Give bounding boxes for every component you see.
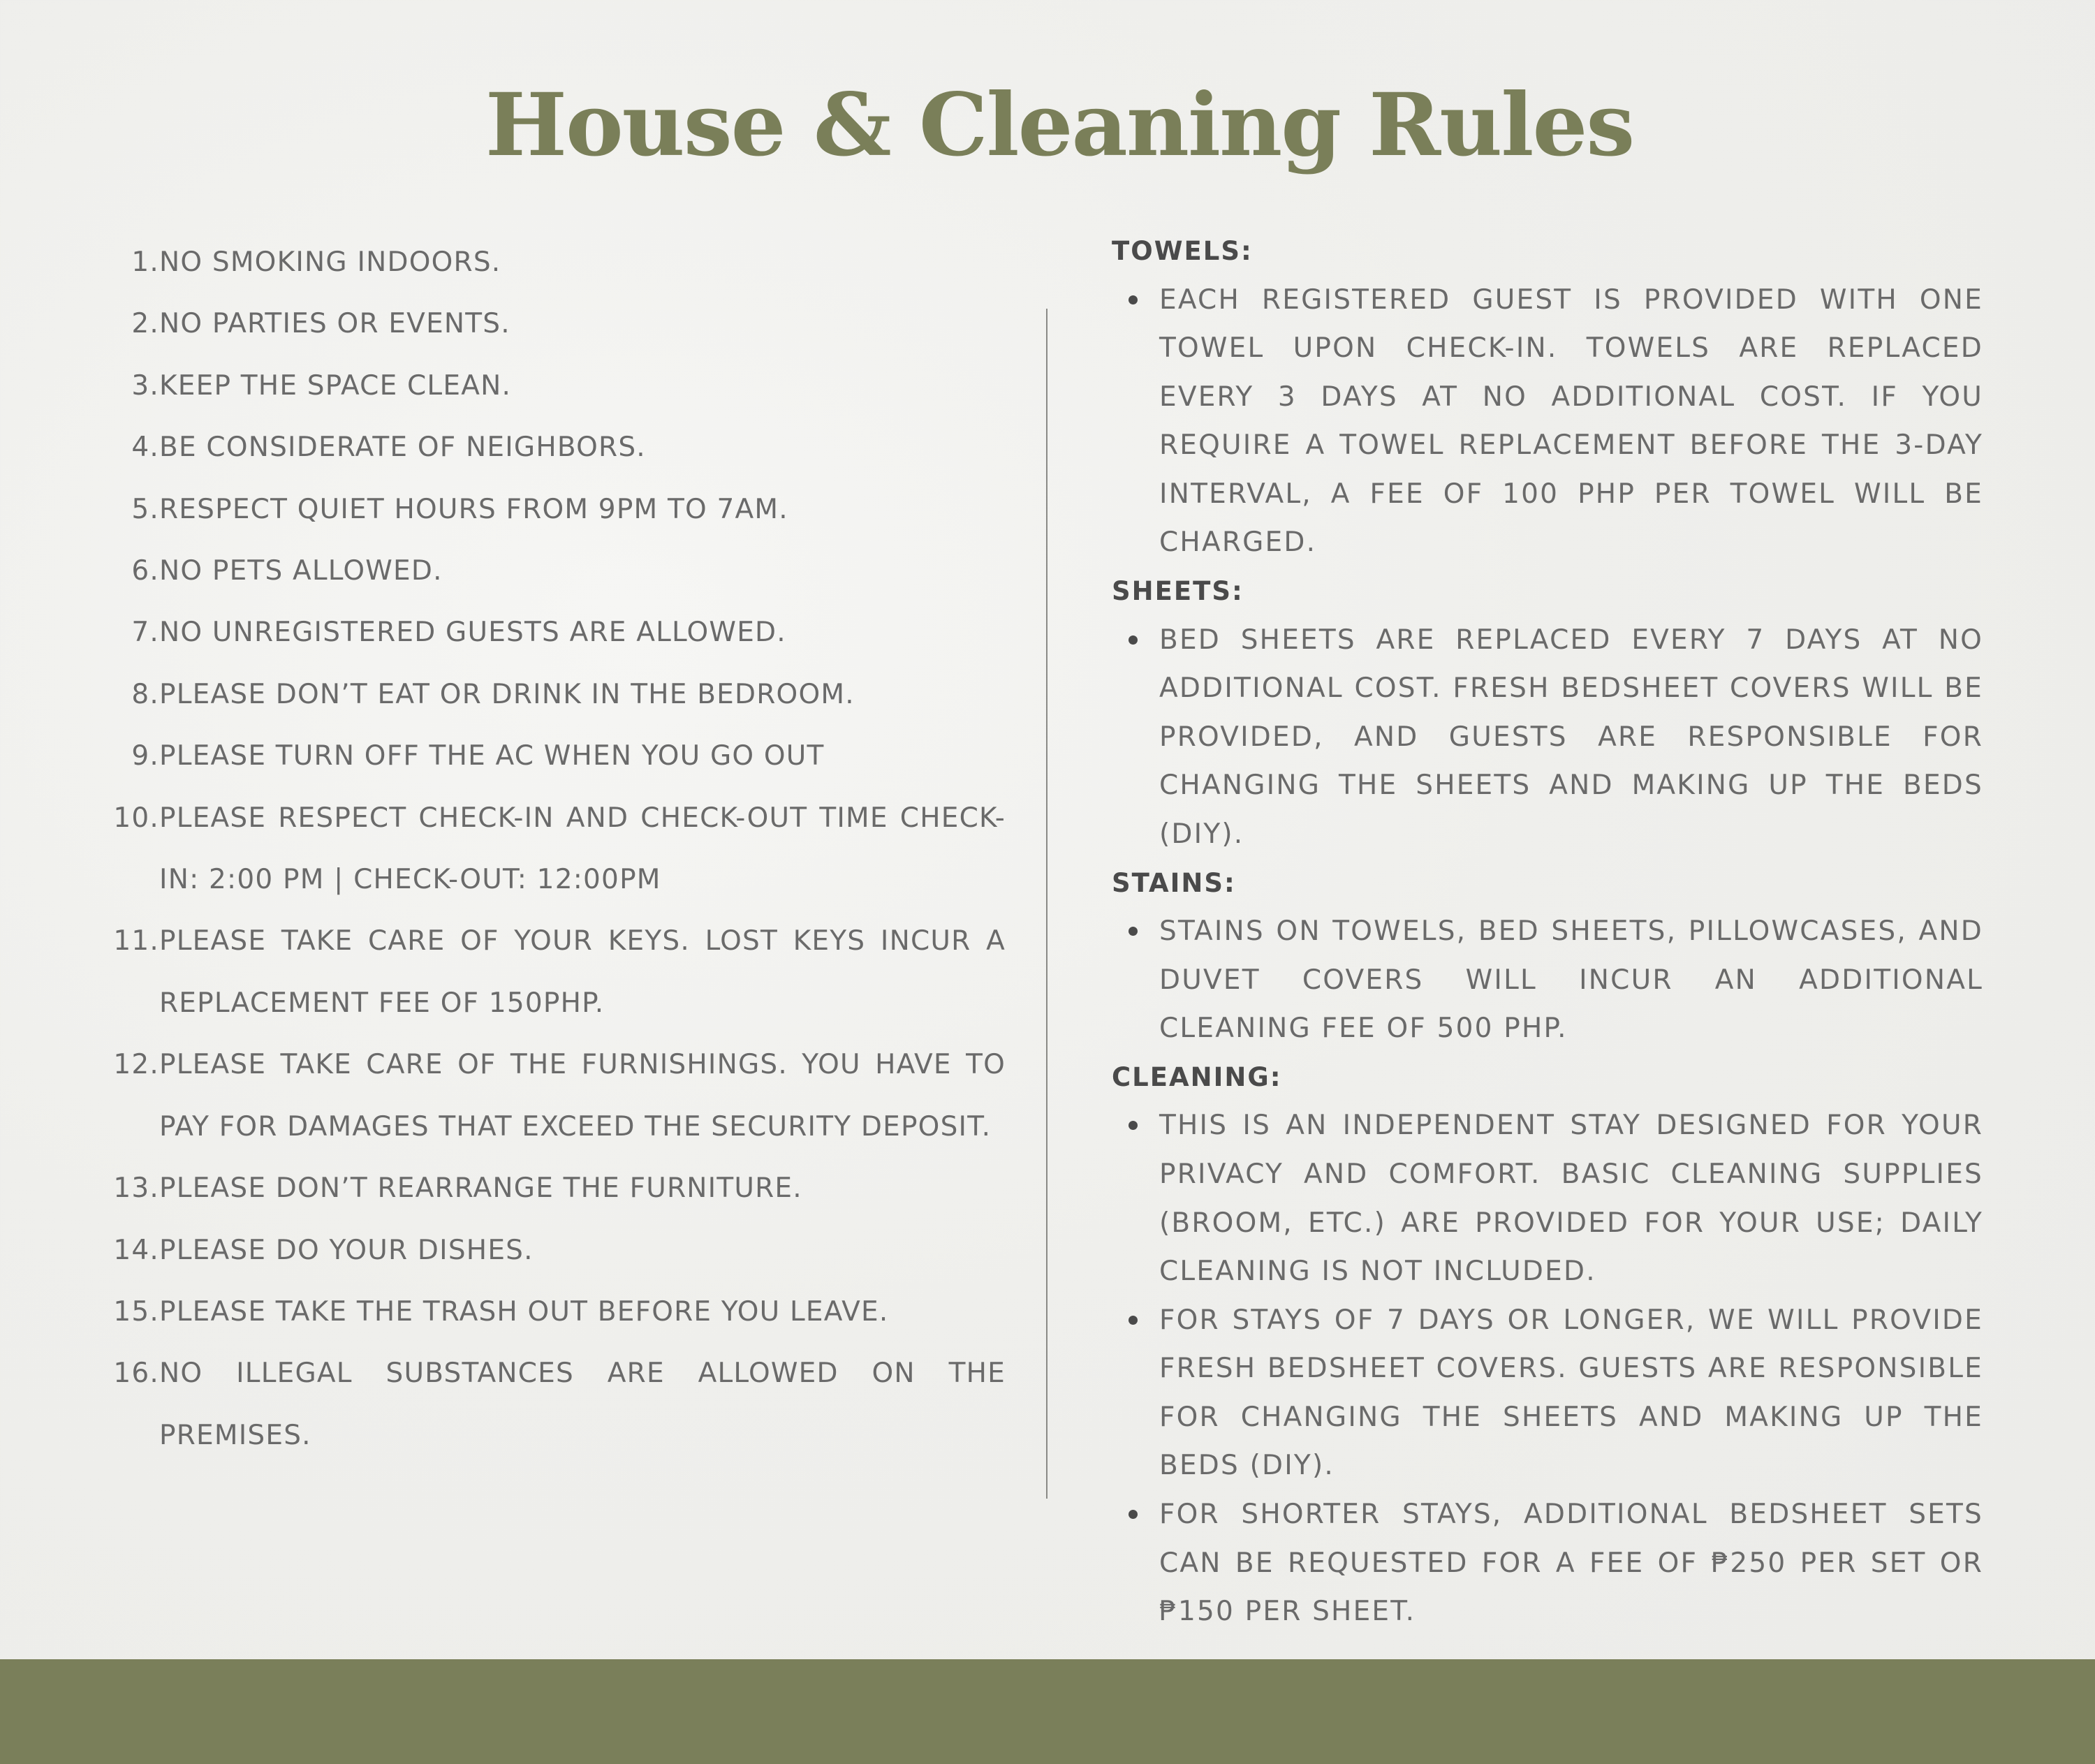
rule-text: PLEASE RESPECT CHECK-IN AND CHECK-OUT TIME CHECK-IN: 2:00 PM | CHECK-OUT: 12:00PM xyxy=(159,802,1006,896)
cleaning-item-text: THIS IS AN INDEPENDENT STAY DESIGNED FOR YOUR PRIVACY AND COMFORT. BASIC CLEANING SUPPLIES (BROOM, ETC.) ARE PROVIDED FOR YOUR USE; DAILY CLEANING IS NOT INCLUDED. xyxy=(1159,1110,1983,1288)
towels-heading: TOWELS: xyxy=(1112,236,1253,266)
rule-number: 4. xyxy=(131,432,159,464)
stains-item-text: STAINS ON TOWELS, BED SHEETS, PILLOWCASES, AND DUVET COVERS WILL INCUR AN ADDITIONAL CLEANING FEE OF 500 PHP. xyxy=(1159,916,1983,1045)
rule-number: 9. xyxy=(131,740,159,772)
rule-item-14 xyxy=(112,1220,1006,1281)
rule-item-4 xyxy=(112,417,1006,478)
stains-list xyxy=(1112,907,1983,1053)
cleaning-list xyxy=(1112,1101,1983,1636)
rule-text: NO PETS ALLOWED. xyxy=(159,555,443,587)
house-rules-list xyxy=(112,232,1006,1467)
rule-text: PLEASE DON’T REARRANGE THE FURNITURE. xyxy=(159,1173,802,1205)
rule-item-1 xyxy=(112,232,1006,293)
rule-number: 14. xyxy=(113,1234,159,1266)
bullet-icon xyxy=(1129,295,1138,304)
page-title: House & Cleaning Rules xyxy=(485,75,1634,176)
list-item xyxy=(1112,1101,1983,1295)
towels-item-text: EACH REGISTERED GUEST IS PROVIDED WITH ONE TOWEL UPON CHECK-IN. TOWELS ARE REPLACED EVERY 3 DAYS AT NO ADDITIONAL COST. IF YOU REQUIRE A TOWEL REPLACEMENT BEFORE THE 3-DAY INTERVAL, A FEE OF 100 PHP PER TOWEL WILL BE CHARGED. xyxy=(1159,284,1983,559)
column-divider xyxy=(1046,309,1048,1499)
towels-list xyxy=(1112,276,1983,568)
rule-number: 1. xyxy=(131,247,159,278)
rule-number: 8. xyxy=(131,678,159,710)
rule-item-5 xyxy=(112,479,1006,541)
rule-number: 15. xyxy=(113,1295,159,1328)
bullet-icon xyxy=(1129,635,1138,645)
rule-text: PLEASE TAKE CARE OF YOUR KEYS. LOST KEYS INCUR A REPLACEMENT FEE OF 150PHP. xyxy=(159,925,1006,1019)
rule-text: PLEASE TAKE CARE OF THE FURNISHINGS. YOU HAVE TO PAY FOR DAMAGES THAT EXCEED THE SECURITY DEPOSIT. xyxy=(159,1049,1006,1142)
rule-text: PLEASE DON’T EAT OR DRINK IN THE BEDROOM. xyxy=(159,678,855,710)
rule-item-3 xyxy=(112,355,1006,417)
rule-number: 11. xyxy=(113,925,159,957)
sheets-item-text: BED SHEETS ARE REPLACED EVERY 7 DAYS AT NO ADDITIONAL COST. FRESH BEDSHEET COVERS WILL BE PROVIDED, AND GUESTS ARE RESPONSIBLE FOR CHANGING THE SHEETS AND MAKING UP THE BEDS (DIY). xyxy=(1159,624,1983,850)
rule-item-2 xyxy=(112,293,1006,355)
rule-number: 13. xyxy=(113,1173,159,1205)
list-item xyxy=(1112,907,1983,1053)
rule-number: 3. xyxy=(131,369,159,402)
cleaning-heading: CLEANING: xyxy=(1112,1061,1282,1092)
list-item xyxy=(1112,1490,1983,1636)
rule-text: NO SMOKING INDOORS. xyxy=(159,247,501,278)
rule-item-9 xyxy=(112,726,1006,787)
bullet-icon xyxy=(1129,927,1138,936)
rule-number: 12. xyxy=(113,1049,159,1081)
cleaning-policies xyxy=(1112,227,1983,1636)
bullet-icon xyxy=(1129,1121,1138,1130)
rule-text: NO PARTIES OR EVENTS. xyxy=(159,308,510,340)
rule-text: RESPECT QUIET HOURS FROM 9PM TO 7AM. xyxy=(159,493,788,525)
rule-number: 10. xyxy=(113,802,159,834)
rule-text: NO UNREGISTERED GUESTS ARE ALLOWED. xyxy=(159,617,786,649)
rule-text: PLEASE TURN OFF THE AC WHEN YOU GO OUT xyxy=(159,740,825,772)
list-item xyxy=(1112,276,1983,568)
rule-text: KEEP THE SPACE CLEAN. xyxy=(159,369,512,402)
rule-item-6 xyxy=(112,541,1006,602)
cleaning-item-text: FOR STAYS OF 7 DAYS OR LONGER, WE WILL PROVIDE FRESH BEDSHEET COVERS. GUESTS ARE RESPONSIBLE FOR CHANGING THE SHEETS AND MAKING UP THE BEDS (DIY). xyxy=(1159,1304,1983,1482)
rule-item-11 xyxy=(112,911,1006,1034)
rule-text: PLEASE DO YOUR DISHES. xyxy=(159,1234,534,1266)
rule-item-8 xyxy=(112,664,1006,726)
rule-item-15 xyxy=(112,1281,1006,1343)
rule-text: NO ILLEGAL SUBSTANCES ARE ALLOWED ON THE PREMISES. xyxy=(159,1358,1006,1451)
rule-item-7 xyxy=(112,602,1006,663)
rule-number: 7. xyxy=(131,617,159,649)
rule-item-10 xyxy=(112,788,1006,911)
footer-bar xyxy=(0,1659,2095,1764)
rule-number: 16. xyxy=(113,1358,159,1390)
rule-number: 6. xyxy=(131,555,159,587)
rule-text: BE CONSIDERATE OF NEIGHBORS. xyxy=(159,432,646,464)
rule-item-16 xyxy=(112,1343,1006,1467)
cleaning-item-text: FOR SHORTER STAYS, ADDITIONAL BEDSHEET SETS CAN BE REQUESTED FOR A FEE OF ₱250 PER SET OR ₱150 PER SHEET. xyxy=(1159,1499,1983,1628)
sheets-list xyxy=(1112,616,1983,859)
bullet-icon xyxy=(1129,1316,1138,1325)
rule-number: 5. xyxy=(131,493,159,525)
rule-number: 2. xyxy=(131,308,159,340)
bullet-icon xyxy=(1129,1510,1138,1519)
stains-heading: STAINS: xyxy=(1112,867,1236,898)
rule-item-12 xyxy=(112,1034,1006,1158)
rule-text: PLEASE TAKE THE TRASH OUT BEFORE YOU LEAVE. xyxy=(159,1295,889,1328)
rule-item-13 xyxy=(112,1158,1006,1219)
sheets-heading: SHEETS: xyxy=(1112,576,1244,607)
list-item xyxy=(1112,1296,1983,1490)
list-item xyxy=(1112,616,1983,859)
